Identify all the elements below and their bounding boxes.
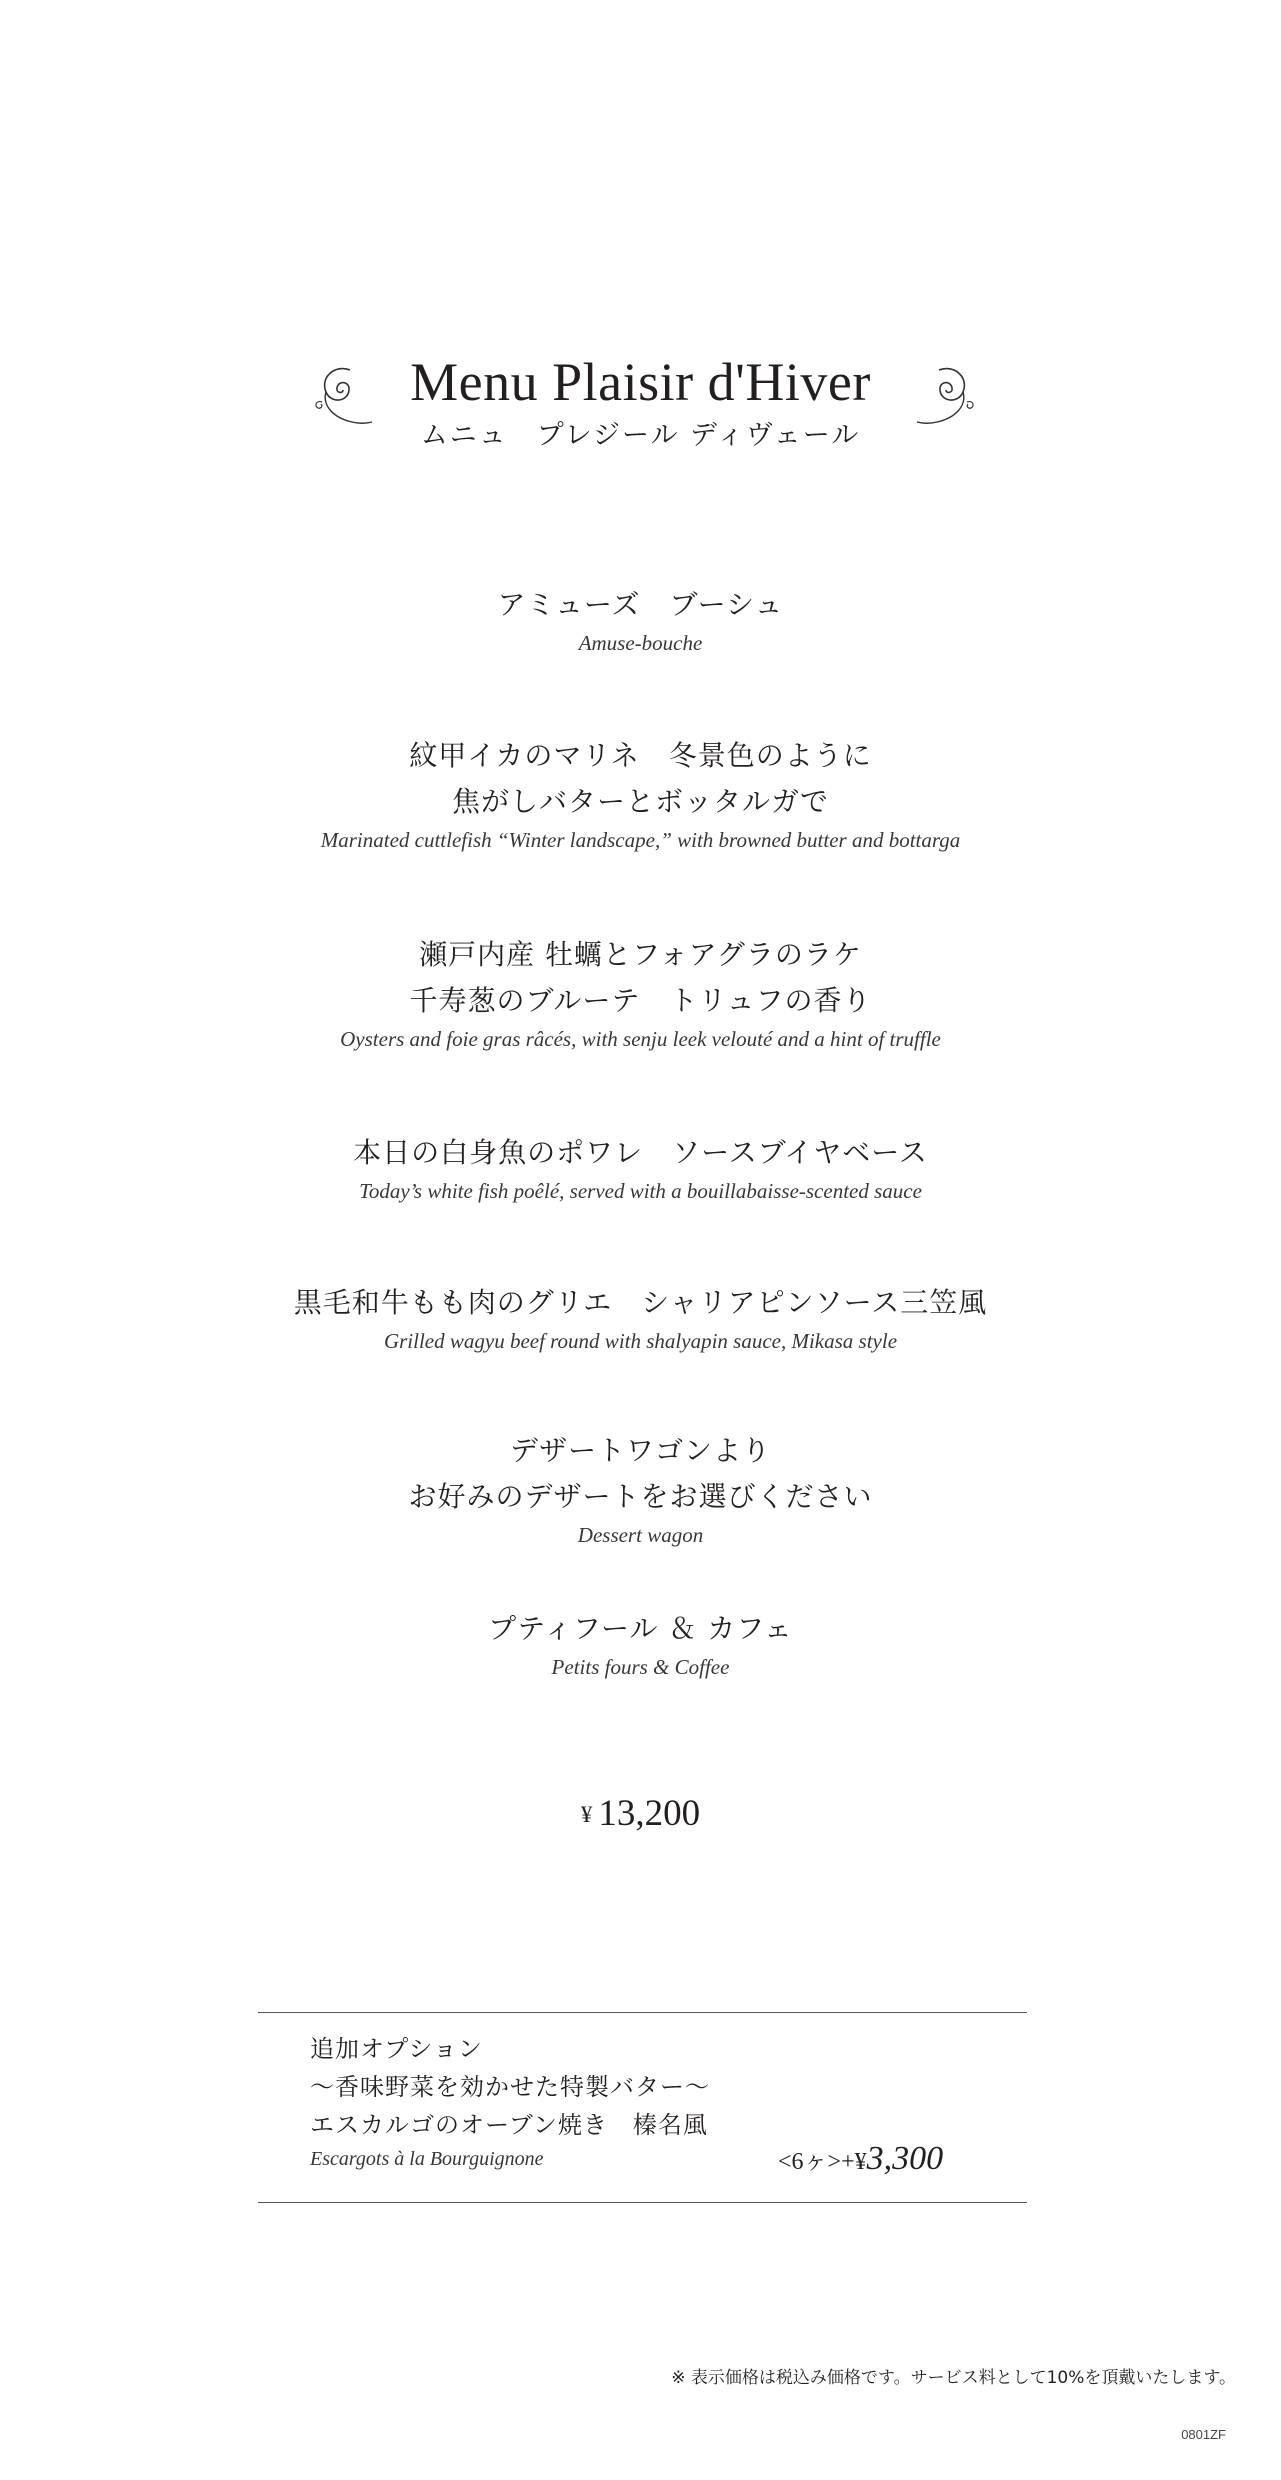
- option-quantity: <6ヶ>+¥: [778, 2149, 867, 2175]
- course-oysters-foie-gras: [0, 932, 1281, 1054]
- course-name-en: Dessert wagon: [577, 1523, 704, 1547]
- price-amount: 13,200: [598, 1793, 701, 1834]
- course-name-ja: お好みのデザートをお選びください: [408, 1480, 873, 1513]
- course-name-en: Oysters and foie gras râcés, with senju leek velouté and a hint of truffle: [340, 1027, 941, 1051]
- option-price: [778, 2140, 943, 2178]
- menu-code: 0801ZF: [1181, 2427, 1226, 2442]
- course-white-fish: [0, 1130, 1281, 1206]
- course-name-ja: デザートワゴンより: [509, 1434, 771, 1467]
- course-name-ja: 紋甲イカのマリネ 冬景色のように: [409, 739, 872, 772]
- divider: [258, 2012, 1027, 2013]
- course-amuse-bouche: [0, 582, 1281, 658]
- course-name-en: Today’s white fish poêlé, served with a bouillabaisse-scented sauce: [359, 1179, 922, 1203]
- menu-title: Menu Plaisir d'Hiver: [410, 352, 871, 412]
- tax-service-note: ※ 表示価格は税込み価格です。サービス料として10%を頂戴いたします。: [671, 2368, 1236, 2388]
- divider: [258, 2202, 1027, 2203]
- option-amount: 3,300: [866, 2140, 944, 2177]
- course-name-en: Petits fours & Coffee: [551, 1655, 730, 1679]
- option-subtitle: ～香味野菜を効かせた特製バター～: [310, 2073, 710, 2101]
- course-name-ja: 瀬戸内産 牡蠣とフォアグラのラケ: [419, 938, 862, 971]
- course-name-ja: 焦がしバターとボッタルガで: [451, 785, 829, 818]
- option-dish-name-en: Escargots à la Bourguignone: [310, 2148, 544, 2170]
- course-name-ja: アミューズ ブーシュ: [497, 588, 784, 621]
- course-price: [0, 1790, 1281, 1839]
- course-name-ja: 千寿葱のブルーテ トリュフの香り: [409, 984, 872, 1017]
- course-name-ja: プティフール ＆ カフェ: [488, 1612, 793, 1645]
- course-name-en: Amuse-bouche: [578, 631, 703, 655]
- option-heading: 追加オプション: [310, 2035, 483, 2063]
- course-name-ja: 本日の白身魚のポワレ ソースブイヤベース: [353, 1136, 928, 1169]
- course-name-en: Marinated cuttlefish “Winter landscape,” with browned butter and bottarga: [320, 828, 961, 852]
- menu-title-japanese: ムニュ プレジール ディヴェール: [420, 420, 861, 451]
- currency-symbol: ¥: [580, 1802, 593, 1827]
- course-dessert-wagon: [0, 1428, 1281, 1550]
- course-petits-fours: [0, 1606, 1281, 1682]
- course-name-ja: 黒毛和牛もも肉のグリエ シャリアピンソース三笠風: [293, 1286, 988, 1319]
- option-dish-name: エスカルゴのオーブン焼き 榛名風: [310, 2111, 708, 2139]
- course-wagyu-beef: [0, 1280, 1281, 1356]
- course-cuttlefish: [0, 733, 1281, 855]
- course-name-en: Grilled wagyu beef round with shalyapin sauce, Mikasa style: [383, 1329, 898, 1353]
